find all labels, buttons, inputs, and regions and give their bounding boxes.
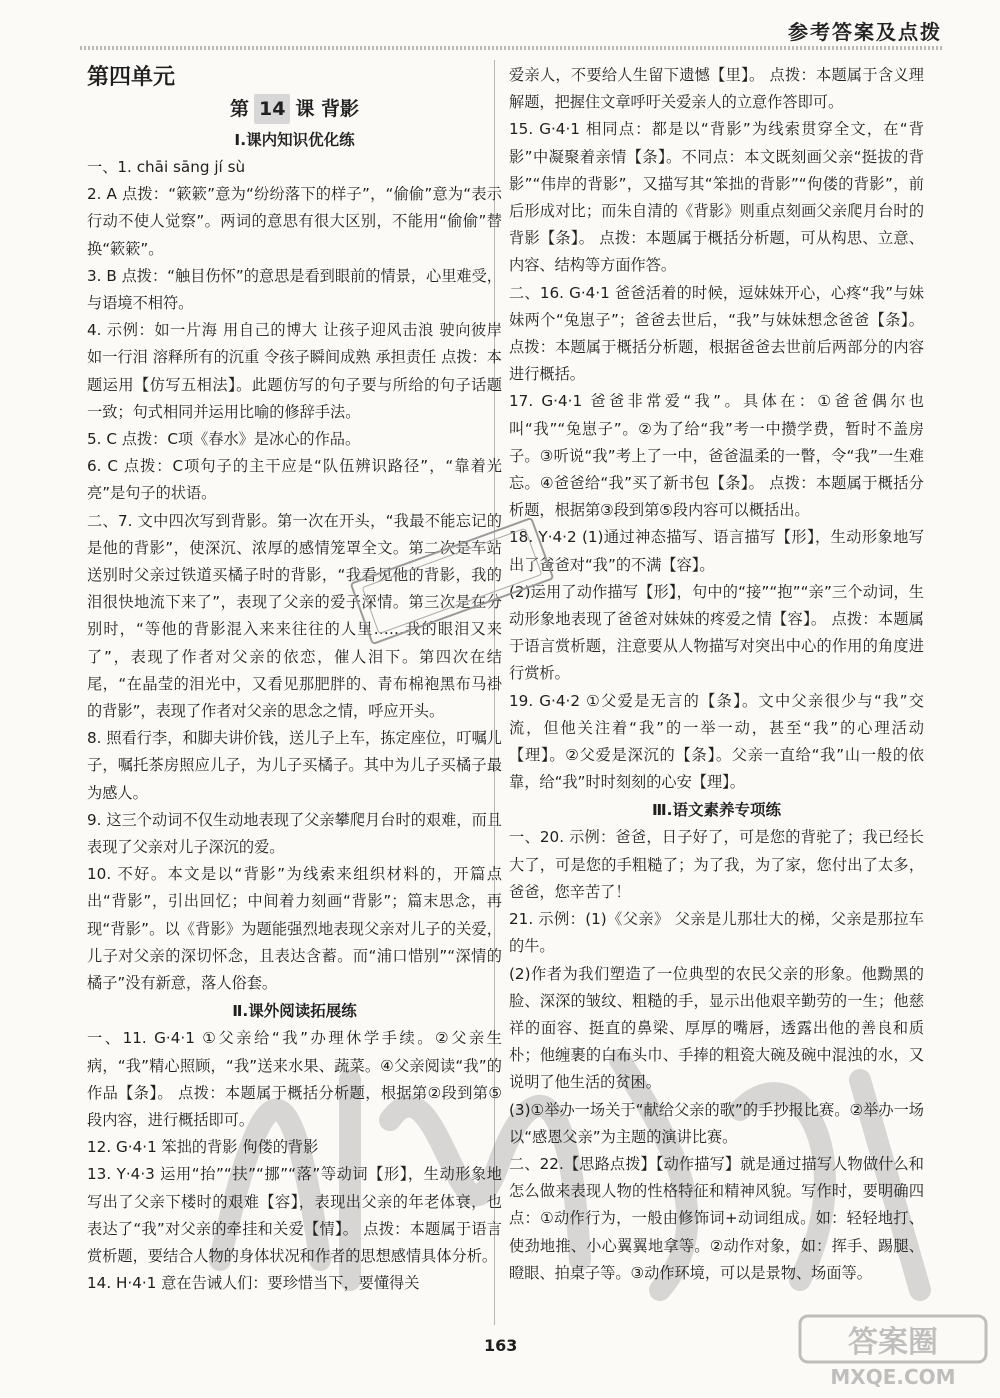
answer-item: 13. Y·4·3 运用“抬”“扶”“挪”“落”等动词【形】，生动形象地写出了父亲下楼时的艰难【容】，表现出父亲的年老体衰，也表达了“我”对父亲的牵挂和关爱【情】。 点拨：本题属于语言赏析题，要结合人物的身体状况和作者的思想感情具体分析。 bbox=[87, 1165, 502, 1265]
lesson-prefix: 第 bbox=[229, 98, 249, 120]
section-title-3: Ⅲ.语文素养专项练 bbox=[651, 801, 782, 820]
answer-item: 一、20. 示例：爸爸，日子好了，可是您的背驼了；我已经长大了，可是您的手粗糙了；为了我，为了家，您付出了太多，爸爸，您辛苦了！ bbox=[509, 828, 924, 901]
answer-item: (3)①举办一场关于“献给父亲的歌”的手抄报比赛。②举办一场以“感恩父亲”为主题的演讲比赛。 bbox=[509, 1100, 924, 1146]
answer-item: 二、22.【思路点拨】【动作描写】就是通过描写人物做什么和怎么做来表现人物的性格特征和精神风貌。写作时，要明确四点：①动作行为，一般由修饰词+动词组成。如：轻轻地打、使劲地推、小心翼翼地拿等。②动作对象，如：挥手、踢腿、瞪眼、拍桌子等。③动作环境，可以是景物、场面等。 bbox=[509, 1154, 924, 1282]
page-header bbox=[0, 0, 1000, 46]
answer-item: 二、16. G·4·1 爸爸活着的时候，逗妹妹开心，心疼“我”与妹妹两个“兔崽子”；爸爸去世后，“我”与妹妹想念爸爸【条】。 点拨：本题属于概括分析题，根据爸爸去世前后两部分的内容进行概括。 bbox=[509, 283, 924, 384]
site-logo bbox=[798, 1312, 988, 1390]
answer-item: 19. G·4·2 ①父爱是无言的【条】。文中父亲很少与“我”交流，但他关注着“我”的一举一动，甚至“我”的心理活动【理】。②父爱是深沉的【条】。父亲一直给“我”山一般的依靠，给“我”时时刻刻的心安【理】。 bbox=[509, 691, 924, 792]
lesson-name: 课 背影 bbox=[295, 98, 360, 120]
answer-item: (2)作者为我们塑造了一位典型的农民父亲的形象。他黝黑的脸、深深的皱纹、粗糙的手，显示出他艰辛勤劳的一生；他慈祥的面容、挺直的鼻梁、厚厚的嘴唇，透露出他的善良和质朴；他缠裹的白布头巾、手捧的粗瓷大碗及碗中混浊的水，又说明了他生活的贫困。 bbox=[509, 964, 924, 1092]
answer-item: 17. G·4·1 爸爸非常爱“我”。具体在：①爸爸偶尔也叫“我”“兔崽子”。②为了给“我”考一中攒学费，暂时不盖房子。③听说“我”考上了一中，爸爸温柔的一瞥，令“我”一生难忘。④爸爸给“我”买了新书包【条】。 点拨：本题属于概括分析题，根据第③段到第⑤段内容可以概括出。 bbox=[509, 392, 924, 520]
answer-item: 15. G·4·1 相同点：都是以“背影”为线索贯穿全文，在“背影”中凝聚着亲情【条】。不同点：本文既刻画父亲“挺拔的背影”“伟岸的背影”，又描写其“笨拙的背影”“佝偻的背影”，前后形成对比；而朱自清的《背影》则重点刻画父亲爬月台时的背影【条】。 点拨：本题属于概括分析题，可从构思、立意、内容、结构等方面作答。 bbox=[509, 120, 924, 275]
answer-item: 4. 示例：如一片海 用自己的博大 让孩子迎风击浪 驶向彼岸 如一行泪 溶释所有的沉重 令孩子瞬间成熟 承担责任 点拨：本题运用【仿写五相法】。此题仿写的句子要与所给的句子话题一致；句式相同并运用比喻的修辞手法。 bbox=[87, 321, 502, 421]
answer-item: 8. 照看行李，和脚夫讲价钱，送儿子上车，拣定座位，叮嘱儿子，嘱托茶房照应儿子，为儿子买橘子。其中为儿子买橘子最为感人。 bbox=[87, 729, 502, 802]
answer-item: 21. 示例：(1)《父亲》 父亲是儿那壮大的梯，父亲是那拉车的牛。 bbox=[509, 910, 924, 956]
unit-title: 第四单元 bbox=[87, 65, 176, 90]
answer-item: 14. H·4·1 意在告诫人们：要珍惜当下，要懂得关 bbox=[87, 1274, 420, 1293]
answer-item: 3. B 点拨：“触目伤怀”的意思是看到眼前的情景，心里难受，与语境不相符。 bbox=[87, 266, 502, 313]
svg-text:MXQE.COM: MXQE.COM bbox=[830, 1365, 956, 1389]
section-title-1: Ⅰ.课内知识优化练 bbox=[234, 131, 355, 149]
answer-item: 12. G·4·1 笨拙的背影 佝偻的背影 bbox=[87, 1138, 319, 1157]
header-rule bbox=[80, 46, 942, 50]
lesson-title bbox=[87, 94, 502, 124]
answer-item: 6. C 点拨：C项句子的主干应是“队伍辨识路径”，“靠着光亮”是句子的状语。 bbox=[87, 457, 502, 503]
answer-item: 9. 这三个动词不仅生动地表现了父亲攀爬月台时的艰难，而且表现了父亲对儿子深沉的爱。 bbox=[87, 810, 502, 857]
handwriting-watermark bbox=[200, 960, 980, 1320]
answer-item: 一、1. chāi sāng jí sù bbox=[87, 158, 246, 176]
answer-item: (2)运用了动作描写【形】，句中的“接”“抱”“亲”三个动词，生动形象地表现了爸爸对妹妹的疼爱之情【容】。 点拨：本题属于语言赏析题，注意要从人物描写对突出中心的作用的角度进行赏析。 bbox=[509, 582, 924, 683]
page-number: 163 bbox=[484, 1336, 518, 1355]
answer-item: 18. Y·4·2 (1)通过神态描写、语言描写【形】，生动形象地写出了爸爸对“我”的不满【容】。 bbox=[509, 528, 924, 574]
header-title: 参考答案及点拨 bbox=[788, 20, 942, 44]
lesson-number: 14 bbox=[254, 94, 290, 124]
answer-item: 2. A 点拨：“簌簌”意为“纷纷落下的样子”，“偷偷”意为“表示行动不使人觉察”。两词的意思有很大区别，不能用“偷偷”替换“簌簌”。 bbox=[87, 185, 502, 258]
answer-item: 5. C 点拨：C项《春水》是冰心的作品。 bbox=[87, 430, 361, 449]
section-title-2: Ⅱ.课外阅读拓展练 bbox=[232, 1002, 357, 1021]
answer-item: 一、11. G·4·1 ①父亲给“我”办理休学手续。②父亲生病，“我”精心照顾，“我”送来水果、蔬菜。④父亲阅读“我”的作品【条】。 点拨：本题属于概括分析题，根据第②段到第⑤段内容，进行概括即可。 bbox=[87, 1029, 502, 1129]
svg-text:答案圈: 答案圈 bbox=[848, 1325, 938, 1360]
answer-item: 爱亲人，不要给人生留下遗憾【里】。 点拨：本题属于含义理解题，把握住文章呼吁关爱亲人的立意作答即可。 bbox=[509, 66, 924, 112]
answer-item: 二、7. 文中四次写到背影。第一次在开头，“我最不能忘记的是他的背影”，使深沉、浓厚的感情笼罩全文。第二次是车站送别时父亲过铁道买橘子时的背影，“我看见他的背影，我的泪很快地流下来了”，表现了父亲的爱子深情。第三次是在分别时，“等他的背影混入来来往往的人里……我的眼泪又来了”，表现了作者对父亲的依恋，催人泪下。第四次在结尾，“在晶莹的泪光中，又看见那肥胖的、青布棉袍黑布马褂的背影”，表现了作者对父亲的思念之情，呼应开头。 bbox=[87, 511, 502, 721]
answer-item: 10. 不好。本文是以“背影”为线索来组织材料的，开篇点出“背影”，引出回忆；中间着力刻画“背影”；篇末思念，再现“背影”。以《背影》为题能强烈地表现父亲对儿子的关爱，儿子对父亲的深切怀念，且表达含蓄。而“浦口惜别”“深情的橘子”没有新意，落人俗套。 bbox=[87, 865, 502, 993]
